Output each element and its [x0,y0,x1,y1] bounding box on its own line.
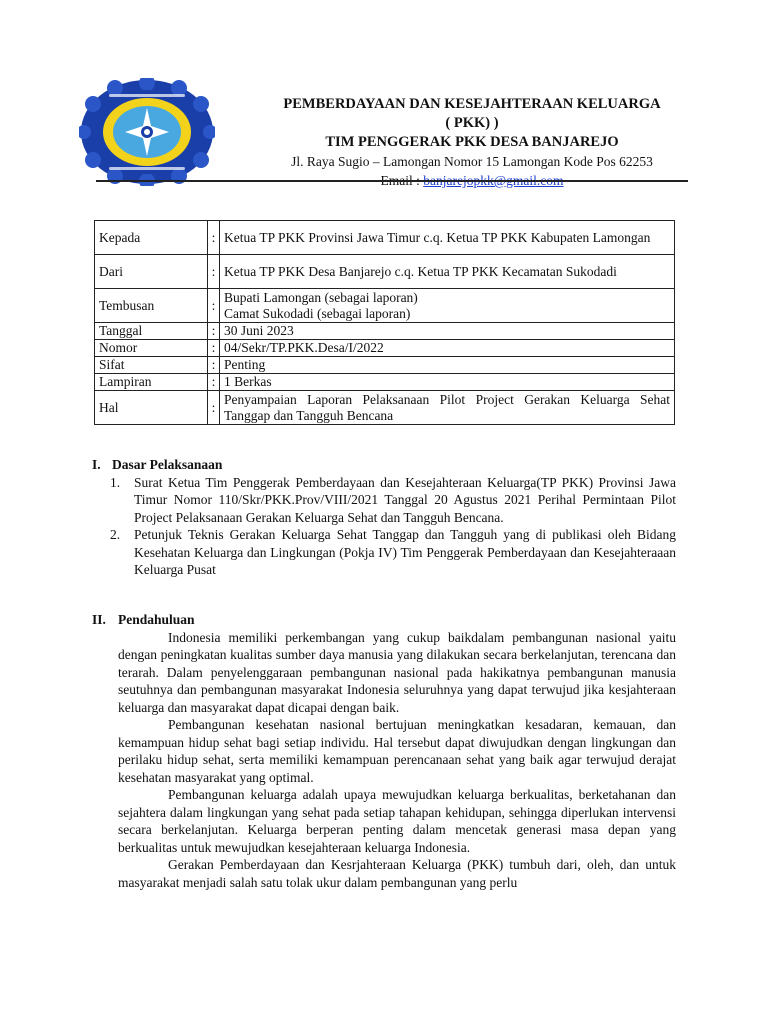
section-pendahuluan [92,611,676,891]
section-dasar-pelaksanaan [92,456,676,579]
row-label: Kepada [95,221,208,255]
legal-basis-list [92,474,676,579]
row-value: Penyampaian Laporan Pelaksanaan Pilot Project Gerakan Keluarga Sehat Tanggap dan Tangguh Bencana [220,391,675,425]
section-number: II. [92,612,106,627]
row-value-line: Camat Sukodadi (sebagai laporan) [224,305,411,321]
email-label: Email : [380,173,424,188]
row-value: Ketua TP PKK Desa Banjarejo c.q. Ketua TP PKK Kecamatan Sukodadi [220,255,675,289]
pkk-logo [79,78,215,186]
table-row [95,391,675,425]
letter-info-table [94,220,675,425]
row-label: Tembusan [95,289,208,323]
row-value: 04/Sekr/TP.PKK.Desa/I/2022 [220,340,675,357]
paragraph: Indonesia memiliki perkembangan yang cukup baikdalam pembangunan nasional yaitu dengan peningkatan kualitas sumber daya manusia yang dilakukan secara berkelanjutan, terencana dan terarah. Dalam penyelenggaraan pembangunan nasional pada hakikatnya pembangunan manusia seutuhnya dan pembangunan masyarakat Indonesia seluruhnya yang dapat terwujud jika kesjahteraan keluarga dan masyarakat dapat dicapai dengan baik. [118,629,676,715]
table-row [95,357,675,374]
letterhead [232,95,712,190]
table-row [95,221,675,255]
section-title: Dasar Pelaksanaan [112,457,223,472]
row-separator: : [208,374,220,391]
row-value: 1 Berkas [220,374,675,391]
item-text: Petunjuk Teknis Gerakan Keluarga Sehat Tanggap dan Tangguh yang di publikasi oleh Bidang Kesehatan Keluarga dan Lingkungan (Pokja IV) Tim Penggerak Pemberdayaan dan Kesejahteraaan Keluarga Pusat [134,527,676,577]
list-item [92,474,676,527]
email-link[interactable]: banjarejopkk@gmail.com [423,173,564,188]
paragraph: Gerakan Pemberdayaan dan Kesrjahteraan Keluarga (PKK) tumbuh dari, oleh, dan untuk masyarakat menjadi salah satu tolak ukur dalam pembangunan yang perlu [118,857,676,890]
section-number: I. [92,457,101,472]
item-number: 2. [110,527,121,542]
table-row [95,374,675,391]
row-separator: : [208,289,220,323]
row-label: Tanggal [95,323,208,340]
row-label: Hal [95,391,208,425]
row-value: Penting [220,357,675,374]
item-text: Surat Ketua Tim Penggerak Pemberdayaan dan Kesejahteraan Keluarga(TP PKK) Provinsi Jawa Timur Nomor 110/Skr/PKK.Prov/VIII/2021 Tanggal 20 Agustus 2021 Perihal Permintaan Pilot Project Pelaksanaan Gerakan Keluarga Sehat dan Tangguh Bencana. [134,474,676,525]
section-title: Pendahuluan [118,612,195,627]
table-row [95,255,675,289]
row-value: 30 Juni 2023 [220,323,675,340]
section-heading [92,456,676,474]
row-separator: : [208,255,220,289]
list-item [92,526,676,579]
header-divider [96,180,688,182]
org-abbr: ( PKK) ) [445,115,499,131]
row-value: Ketua TP PKK Provinsi Jawa Timur c.q. Ketua TP PKK Kabupaten Lamongan [220,221,675,255]
row-label: Sifat [95,357,208,374]
row-value [220,289,675,323]
section-heading [92,611,676,629]
row-separator: : [208,391,220,425]
row-label: Nomor [95,340,208,357]
org-name: PEMBERDAYAAN DAN KESEJAHTERAAN KELUARGA [283,96,661,112]
item-number: 1. [110,474,121,490]
team-name: TIM PENGGERAK PKK DESA BANJAREJO [325,134,619,150]
row-separator: : [208,323,220,340]
table-row [95,289,675,323]
row-value-line: Bupati Lamongan (sebagai laporan) [224,289,418,305]
address: Jl. Raya Sugio – Lamongan Nomor 15 Lamongan Kode Pos 62253 [291,154,653,169]
paragraph: Pembangunan keluarga adalah upaya mewujudkan keluarga berkualitas, berketahanan dan sejahtera dalam lingkungan yang sehat pada setiap tahapan kehidupan, sehingga diperlukan intervensi secara berkelanjutan. Keluarga berperan penting dalam mencetak generasi masa depan yang berkualitas untuk mewujudkan kesejahteraan keluarga Indonesia. [118,787,676,855]
row-separator: : [208,340,220,357]
row-separator: : [208,357,220,374]
table-row [95,323,675,340]
row-separator: : [208,221,220,255]
table-row [95,340,675,357]
paragraph: Pembangunan kesehatan nasional bertujuan meningkatkan kesadaran, kemauan, dan kemampuan hidup sehat bagi setiap individu. Hal tersebut dapat diwujudkan dengan lingkungan dan perilaku hidup sehat, serta memiliki kemampuan perencanaan sehat yang baik agar terwujud derajat kesehatan masyarakat yang optimal. [118,717,676,785]
row-label: Dari [95,255,208,289]
row-label: Lampiran [95,374,208,391]
